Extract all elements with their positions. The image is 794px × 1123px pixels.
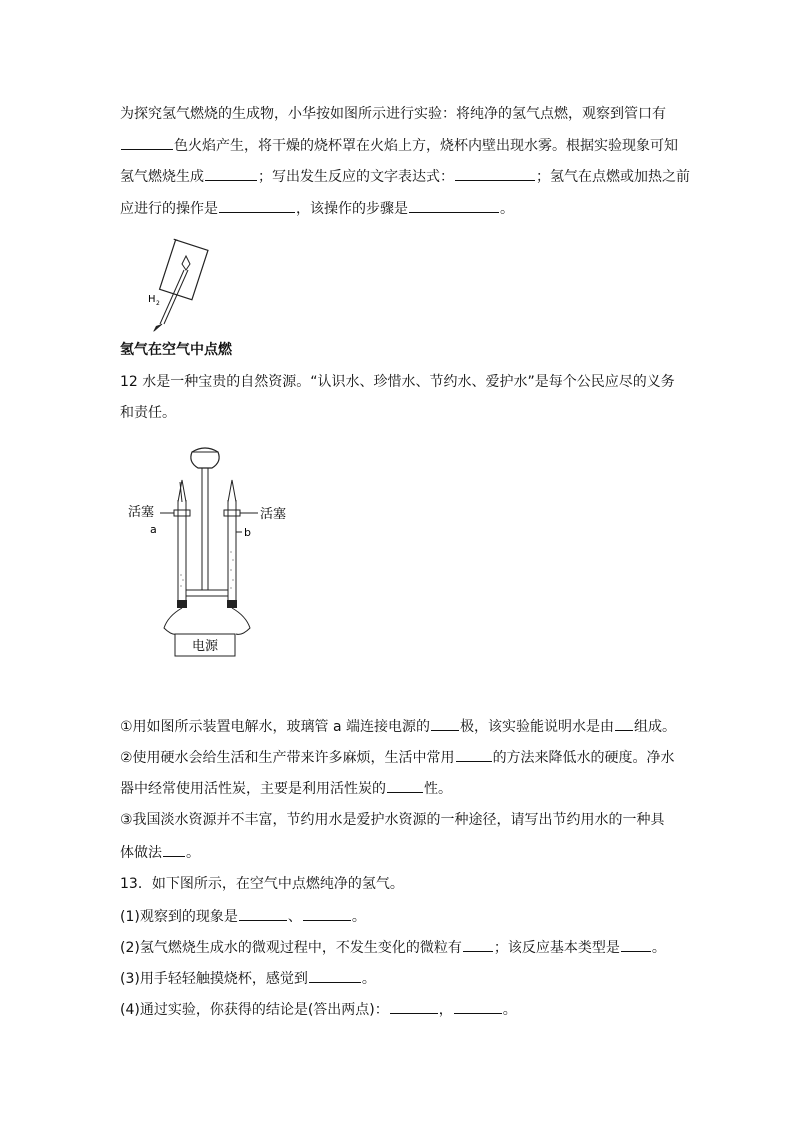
q13-title-text: 13．如下图所示，在空气中点燃纯净的氢气。 <box>120 876 404 892</box>
right-stopcock <box>224 510 240 516</box>
q13-s2-c: 。 <box>651 940 666 956</box>
q11-text-4c: 。 <box>500 201 514 217</box>
wire-left <box>164 608 182 634</box>
q13-s1-c: 。 <box>351 909 366 925</box>
q12-item3-a: ③我国淡水资源并不丰富，节约用水是爱护水资源的一种途径，请写出节约用水的一种具 <box>120 812 665 828</box>
q11-line-1 <box>120 104 666 124</box>
q12-item1-c: 组成。 <box>634 719 677 735</box>
electrode-b <box>227 600 237 608</box>
q12-item2-a: ②使用硬水会给生活和生产带来许多麻烦，生活中常用 <box>120 750 455 766</box>
q12-item2-d: 性。 <box>424 781 452 797</box>
answer-blank-flame-color[interactable] <box>121 135 173 150</box>
q12-item-2 <box>120 747 675 768</box>
q13-s2-b: ；该反应基本类型是 <box>493 940 620 956</box>
q12-item1-a: ①用如图所示装置电解水，玻璃管 a 端连接电源的 <box>120 719 431 735</box>
q13-sub-1 <box>120 906 366 927</box>
right-stopcock-label: 活塞 <box>260 507 287 522</box>
q13-s3-a: (3)用手轻轻触摸烧杯，感觉到 <box>120 971 308 987</box>
hydrogen-burning-figure <box>140 236 220 336</box>
q12-text-1: 12 水是一种宝贵的自然资源。“认识水、珍惜水、节约水、爱护水”是每个公民应尽的义务 <box>120 374 675 390</box>
q13-title <box>120 874 404 894</box>
q11-text-2: 色火焰产生，将干燥的烧杯罩在火焰上方，烧杯内壁出现水雾。根据实验现象可知 <box>174 138 678 154</box>
q11-text-3b: ；写出发生反应的文字表达式： <box>258 169 454 185</box>
answer-blank-product[interactable] <box>205 166 257 181</box>
h2-label: H <box>148 294 156 305</box>
q13-sub-3 <box>120 968 376 989</box>
answer-blank-carbon-property[interactable] <box>387 778 423 793</box>
q12-item3-b: 体做法 <box>120 845 162 861</box>
answer-blank-softening[interactable] <box>456 747 492 762</box>
q11-text-4a: 应进行的操作是 <box>120 201 218 217</box>
q13-s4-c: 。 <box>502 1002 517 1018</box>
q11-text-4b: ，该操作的步骤是 <box>296 201 408 217</box>
answer-blank-steps[interactable] <box>409 198 499 213</box>
h2-label-subscript: 2 <box>156 300 160 307</box>
label-b: b <box>244 526 251 539</box>
q13-s2-a: (2)氢气燃烧生成水的微观过程中，不发生变化的微粒有 <box>120 940 462 956</box>
caption-text: 氢气在空气中点燃 <box>120 342 232 358</box>
reservoir-icon <box>191 448 219 468</box>
answer-blank-electrode[interactable] <box>431 716 459 731</box>
q11-text-3a: 氢气燃烧生成 <box>120 169 204 185</box>
answer-blank-observation-2[interactable] <box>303 906 351 921</box>
q12-item-3 <box>120 810 665 830</box>
q13-s4-b: ， <box>438 1002 453 1018</box>
flame-icon <box>182 256 190 270</box>
answer-blank-reaction-type[interactable] <box>621 937 651 952</box>
left-stopcock <box>174 510 190 516</box>
answer-blank-observation-1[interactable] <box>239 906 287 921</box>
q12-item-1 <box>120 716 676 737</box>
q13-s1-a: (1)观察到的现象是 <box>120 909 238 925</box>
q13-s3-b: 。 <box>361 971 376 987</box>
beaker-icon <box>158 239 208 300</box>
q12-item2-b: 的方法来降低水的硬度。净水 <box>492 750 675 766</box>
figure-caption <box>120 340 232 360</box>
answer-blank-conclusion-2[interactable] <box>454 999 502 1014</box>
left-stopcock-label: 活塞 <box>128 505 155 520</box>
q12-text-2: 和责任。 <box>120 405 176 421</box>
q11-text-1: 为探究氢气燃烧的生成物，小华按如图所示进行实验：将纯净的氢气点燃，观察到管口有 <box>120 106 666 122</box>
q12-item2-c: 器中经常使用活性炭，主要是利用活性炭的 <box>120 781 386 797</box>
q12-item-2-line-2 <box>120 778 452 799</box>
answer-blank-word-equation[interactable] <box>455 166 535 181</box>
q12-item3-c: 。 <box>186 845 200 861</box>
power-label: 电源 <box>191 639 219 654</box>
answer-blank-unchanged-particles[interactable] <box>463 937 493 952</box>
label-a: a <box>150 523 157 536</box>
electrode-a <box>177 600 187 608</box>
q13-sub-2 <box>120 937 666 958</box>
q12-item-3-line-2 <box>120 842 200 863</box>
q11-line-2 <box>120 135 678 156</box>
q12-item1-b: 极，该实验能说明水是由 <box>460 719 615 735</box>
answer-blank-operation[interactable] <box>219 198 295 213</box>
answer-blank-water-saving[interactable] <box>163 842 185 857</box>
q13-s4-a: (4)通过实验，你获得的结论是(答出两点)： <box>120 1002 389 1018</box>
q11-line-4 <box>120 198 514 219</box>
q11-text-3c: ；氢气在点燃或加热之前 <box>536 169 690 185</box>
q13-s1-b: 、 <box>287 909 302 925</box>
q13-sub-4 <box>120 999 517 1020</box>
electrolysis-figure <box>120 440 295 662</box>
q11-line-3 <box>120 166 690 187</box>
q12-line-1 <box>120 372 675 392</box>
answer-blank-conclusion-1[interactable] <box>390 999 438 1014</box>
q12-line-2 <box>120 403 176 423</box>
answer-blank-touch-feeling[interactable] <box>309 968 361 983</box>
wire-right <box>232 608 250 634</box>
answer-blank-composition[interactable] <box>615 716 633 731</box>
